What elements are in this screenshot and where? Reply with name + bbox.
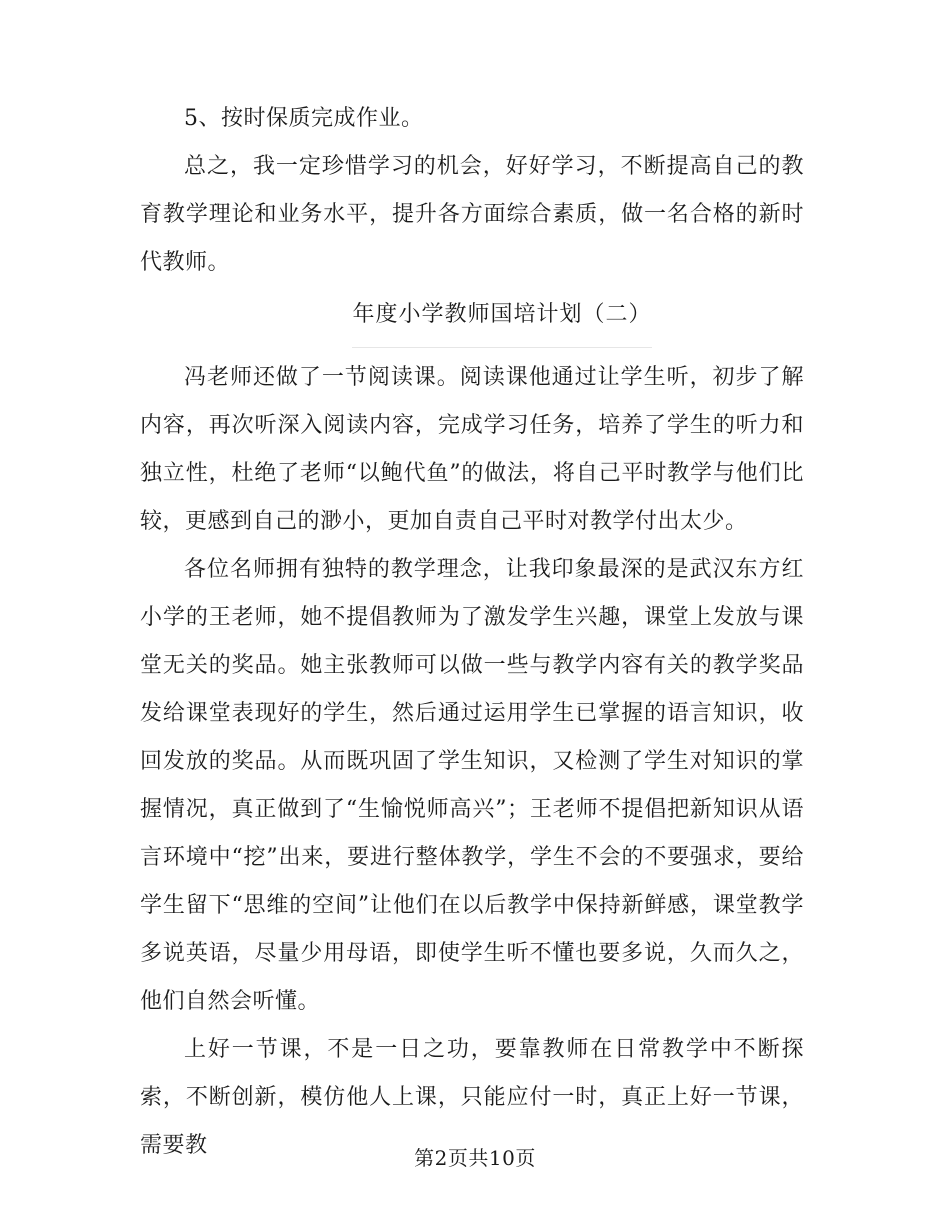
body-paragraph-2: 各位名师拥有独特的教学理念，让我印象最深的是武汉东方红小学的王老师，她不提倡教师为了激发学生兴趣，课堂上发放与课堂无关的奖品。她主张教师可以做一些与教学内容有关的教学奖品发给课堂表现好的学生，然后通过运用学生已掌握的语言知识，收回发放的奖品。从而既巩固了学生知识，又检测了学生对知识的掌握情况，真正做到了“生愉悦师高兴”；王老师不提倡把新知识从语言环境中“挖”出来，要进行整体教学，学生不会的不要强求，要给学生留下“思维的空间”让他们在以后教学中保持新鲜感，课堂教学多说英语，尽量少用母语，即使学生听不懂也要多说，久而久之，他们自然会听懂。 bbox=[140, 557, 804, 1014]
section-title bbox=[140, 291, 804, 348]
page-number-footer: 第2页共10页 bbox=[414, 1146, 536, 1170]
conclusion-paragraph: 总之，我一定珍惜学习的机会，好好学习，不断提高自己的教育教学理论和业务水平，提升各方面综合素质，做一名合格的新时代教师。 bbox=[140, 154, 804, 275]
body-paragraph-1: 冯老师还做了一节阅读课。阅读课他通过让学生听，初步了解内容，再次听深入阅读内容，完成学习任务，培养了学生的听力和独立性，杜绝了老师“以鲍代鱼”的做法，将自己平时教学与他们比较，更感到自己的渺小，更加自责自己平时对教学付出太少。 bbox=[140, 365, 804, 534]
body-paragraph-3: 上好一节课，不是一日之功，要靠教师在日常教学中不断探索，不断创新，模仿他人上课，只能应付一时，真正上好一节课，需要教 bbox=[140, 1037, 804, 1158]
section-title-text: 年度小学教师国培计划（二） bbox=[352, 291, 651, 348]
list-item-5: 5、按时保质完成作业。 bbox=[184, 106, 424, 131]
document-body bbox=[140, 95, 804, 1170]
